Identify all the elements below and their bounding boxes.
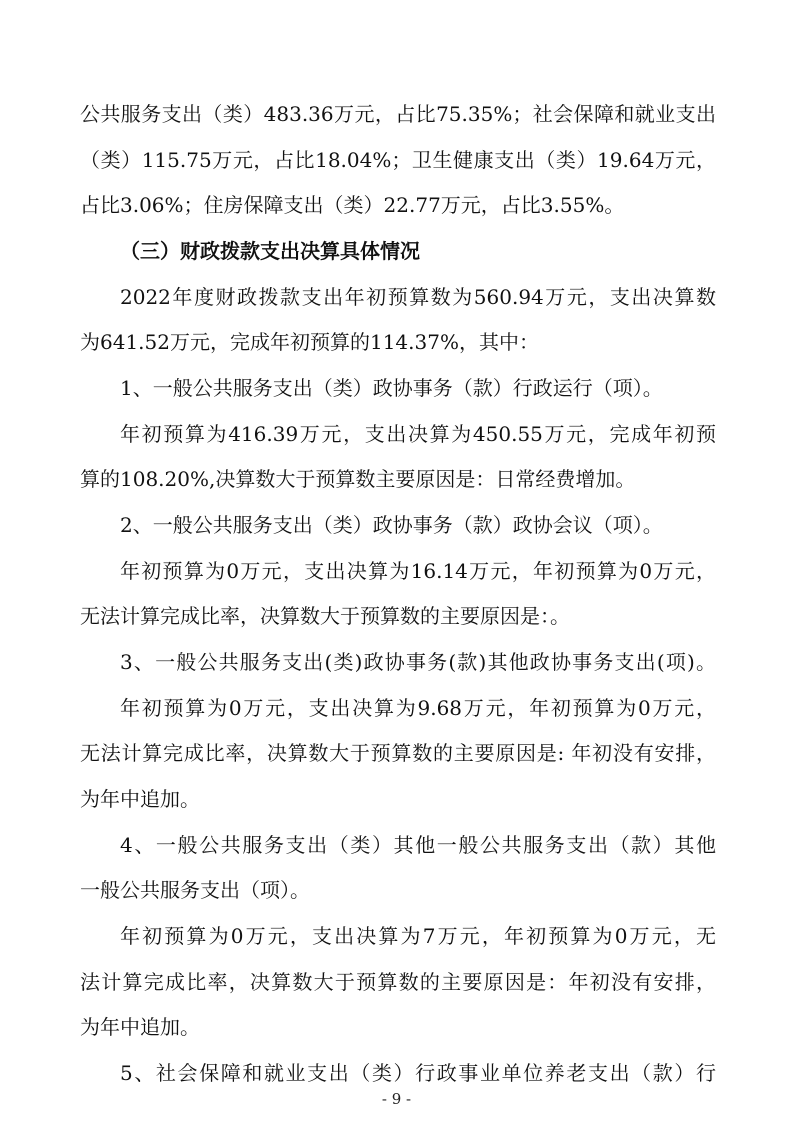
paragraph-line: 无法计算完成比率，决算数大于预算数的主要原因是: 年初没有安排， xyxy=(80,741,716,765)
paragraph-line: 为年中追加。 xyxy=(80,1015,200,1039)
section-heading: （三）财政拨款支出决算具体情况 xyxy=(120,239,420,263)
page-number: - 9 - xyxy=(381,1090,412,1108)
paragraph-line: 算的108.20%,决算数大于预算数主要原因是：日常经费增加。 xyxy=(80,467,636,491)
paragraph-line: 占比3.06%；住房保障支出（类）22.77万元，占比3.55%。 xyxy=(80,193,625,217)
item-heading: 5、社会保障和就业支出（类）行政事业单位养老支出（款）行 xyxy=(120,1061,716,1085)
paragraph-line: （类）115.75万元，占比18.04%；卫生健康支出（类）19.64万元， xyxy=(80,148,716,172)
item-heading: 一般公共服务支出（项）。 xyxy=(80,878,310,902)
paragraph-line: 无法计算完成比率，决算数大于预算数的主要原因是：。 xyxy=(80,604,570,628)
paragraph-line: 为641.52万元，完成年初预算的114.37%，其中： xyxy=(80,330,539,354)
paragraph-line: 2022年度财政拨款支出年初预算数为560.94万元，支出决算数 xyxy=(120,285,716,309)
paragraph-line: 为年中追加。 xyxy=(80,787,200,811)
paragraph-line: 年初预算为0万元，支出决算为7万元，年初预算为0万元，无 xyxy=(120,924,716,948)
item-heading: 2、一般公共服务支出（类）政协事务（款）政协会议（项）。 xyxy=(120,513,663,537)
item-heading: 1、一般公共服务支出（类）政协事务（款）行政运行（项）。 xyxy=(120,376,663,400)
paragraph-line: 法计算完成比率，决算数大于预算数的主要原因是：年初没有安排， xyxy=(80,970,716,994)
item-heading: 3、一般公共服务支出(类)政协事务(款)其他政协事务支出(项)。 xyxy=(120,650,716,674)
paragraph-line: 年初预算为416.39万元，支出决算为450.55万元，完成年初预 xyxy=(120,422,716,446)
paragraph-line: 年初预算为0万元，支出决算为16.14万元，年初预算为0万元， xyxy=(120,559,716,583)
paragraph-line: 年初预算为0万元，支出决算为9.68万元，年初预算为0万元， xyxy=(120,696,716,720)
item-heading: 4、一般公共服务支出（类）其他一般公共服务支出（款）其他 xyxy=(120,833,716,857)
paragraph-line: 公共服务支出（类）483.36万元，占比75.35%；社会保障和就业支出 xyxy=(80,102,716,126)
